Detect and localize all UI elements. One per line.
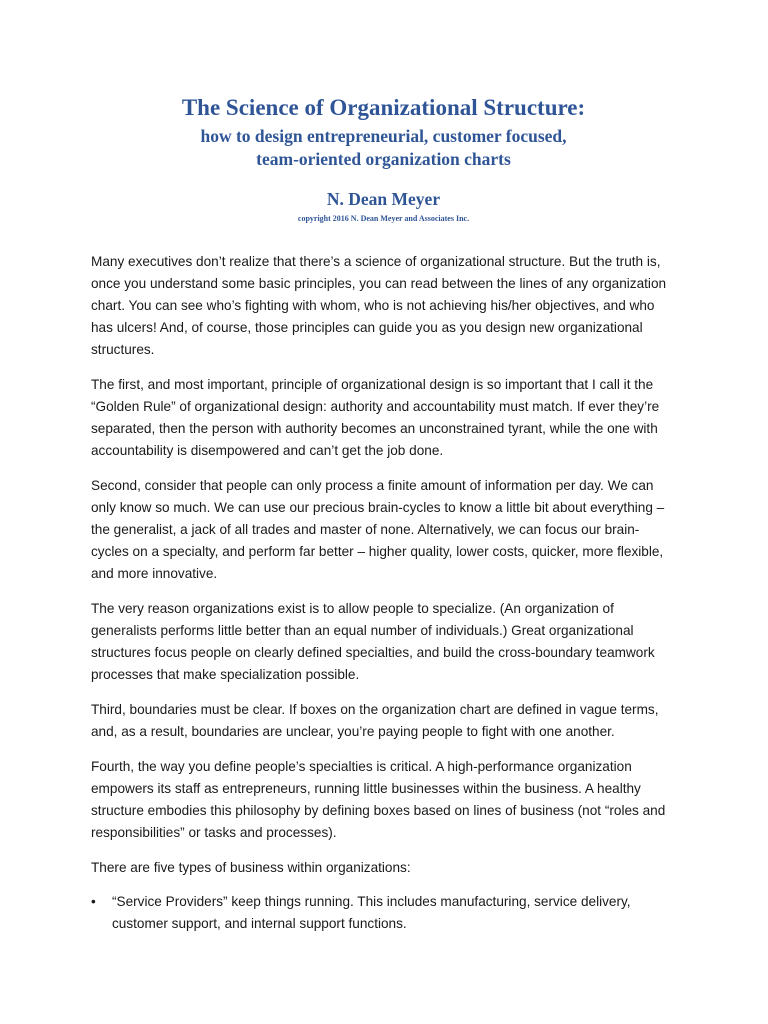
- business-types-list: [91, 891, 676, 935]
- paragraph-specialization: Second, consider that people can only process a finite amount of information per day. We can only know so much. We can use our precious brain-cycles to know a little bit about everything – the generalist, a jack of all trades and master of none. Alternatively, we can focus our brain-cycles on a specialty, and perform far better – higher quality, lower costs, quicker, more flexible, and more innovative.: [91, 478, 665, 581]
- paragraph-boundaries: Third, boundaries must be clear. If boxes on the organization chart are defined in vague terms, and, as a result, boundaries are unclear, you’re paying people to fight with one another.: [91, 702, 659, 739]
- document-subtitle-line-2: team-oriented organization charts: [256, 149, 511, 169]
- document-title: The Science of Organizational Structure:: [181, 95, 586, 120]
- document-subtitle-line-1: how to design entrepreneurial, customer focused,: [200, 126, 567, 146]
- paragraph-organizations-purpose: The very reason organizations exist is to allow people to specialize. (An organization of generalists performs little better than an equal number of individuals.) Great organizational structures focus people on clearly defined specialties, and build the cross-boundary teamwork processes that make specialization possible.: [91, 601, 655, 682]
- document-body: [91, 251, 676, 935]
- paragraph-specialties: Fourth, the way you define people’s specialties is critical. A high-performance organization empowers its staff as entrepreneurs, running little businesses within the business. A healthy structure embodies this philosophy by defining boxes based on lines of business (not “roles and responsibilities” or tasks and processes).: [91, 759, 666, 840]
- list-item-text: “Service Providers” keep things running. This includes manufacturing, service delivery, customer support, and internal support functions.: [112, 894, 631, 931]
- copyright-notice: copyright 2016 N. Dean Meyer and Associates Inc.: [297, 214, 470, 223]
- paragraph-intro: Many executives don’t realize that there’s a science of organizational structure. But the truth is, once you understand some basic principles, you can read between the lines of any organization chart. You can see who’s fighting with whom, who is not achieving his/her objectives, and who has ulcers! And, of course, those principles can guide you as you design new organizational structures.: [91, 254, 667, 357]
- document-header: [91, 0, 676, 224]
- paragraph-business-types-intro: There are five types of business within organizations:: [91, 860, 411, 875]
- author-name: N. Dean Meyer: [326, 189, 441, 209]
- bullet-icon: •: [91, 894, 96, 909]
- list-item: [91, 891, 676, 935]
- paragraph-golden-rule: The first, and most important, principle of organizational design is so important that I call it the “Golden Rule” of organizational design: authority and accountability must match. If ever they’re separated, then the person with authority becomes an unconstrained tyrant, while the one with accountability is disempowered and can’t get the job done.: [91, 377, 660, 458]
